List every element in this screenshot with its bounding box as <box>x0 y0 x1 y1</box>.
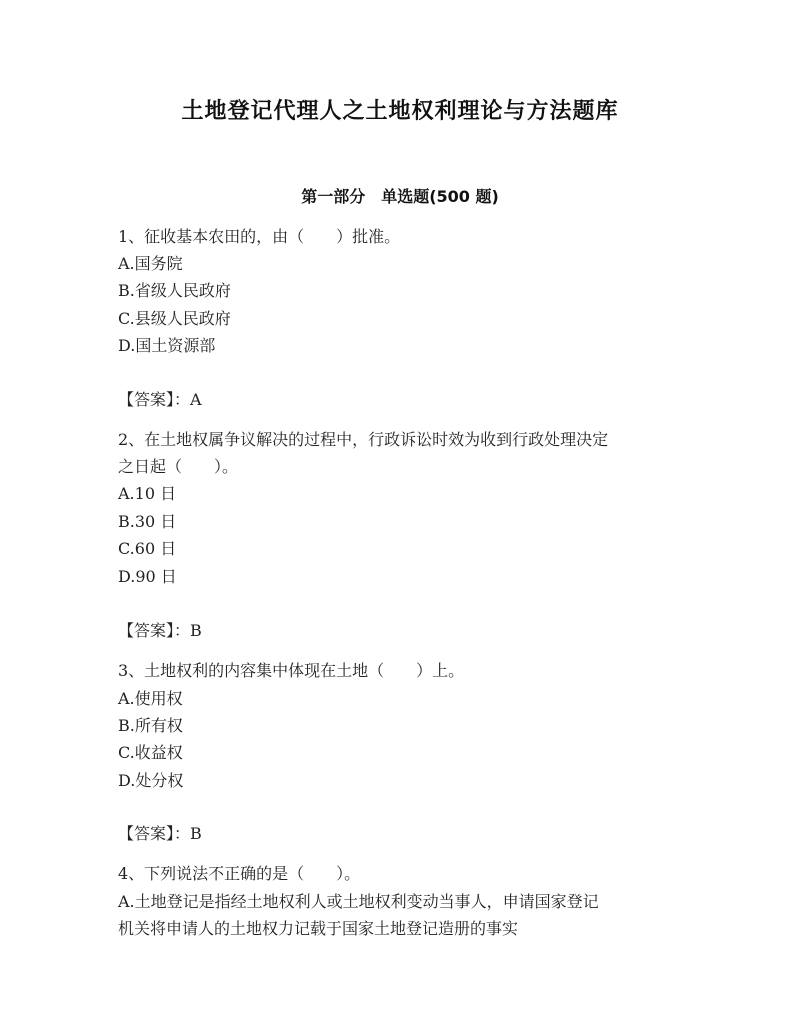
question-4-stem: 4、下列说法不正确的是（ ）。 <box>118 864 361 883</box>
question-2-option-d: D.90 日 <box>118 567 177 586</box>
question-3-option-b: B.所有权 <box>118 716 183 735</box>
question-3-answer: 【答案】：B <box>118 824 202 843</box>
question-1-option-c: C.县级人民政府 <box>118 309 231 328</box>
question-2-option-a: A.10 日 <box>118 484 177 503</box>
question-2-option-c: C.60 日 <box>118 539 177 558</box>
question-1-option-d: D.国土资源部 <box>118 336 216 355</box>
question-3-option-d: D.处分权 <box>118 771 184 790</box>
question-4-option-a-line-2: 机关将申请人的土地权力记载于国家土地登记造册的事实 <box>118 919 519 938</box>
question-1-answer: 【答案】：A <box>118 390 202 409</box>
question-1-option-b: B.省级人民政府 <box>118 281 231 300</box>
question-2-stem-line-2: 之日起（ ）。 <box>118 457 239 476</box>
question-3-option-a: A.使用权 <box>118 689 183 708</box>
question-3-stem: 3、土地权利的内容集中体现在土地（ ）上。 <box>118 661 465 680</box>
question-1-option-a: A.国务院 <box>118 254 183 273</box>
question-2-answer: 【答案】：B <box>118 621 202 640</box>
document-title: 土地登记代理人之土地权利理论与方法题库 <box>181 99 619 124</box>
section-heading: 第一部分 单选题(500 题) <box>301 187 499 206</box>
question-4-option-a-line-1: A.土地登记是指经土地权利人或土地权利变动当事人，申请国家登记 <box>118 892 599 911</box>
question-1-stem: 1、征收基本农田的，由（ ）批准。 <box>118 227 401 246</box>
question-3-option-c: C.收益权 <box>118 743 183 762</box>
question-2-option-b: B.30 日 <box>118 512 177 531</box>
question-2-stem-line-1: 2、在土地权属争议解决的过程中，行政诉讼时效为收到行政处理决定 <box>118 430 609 449</box>
